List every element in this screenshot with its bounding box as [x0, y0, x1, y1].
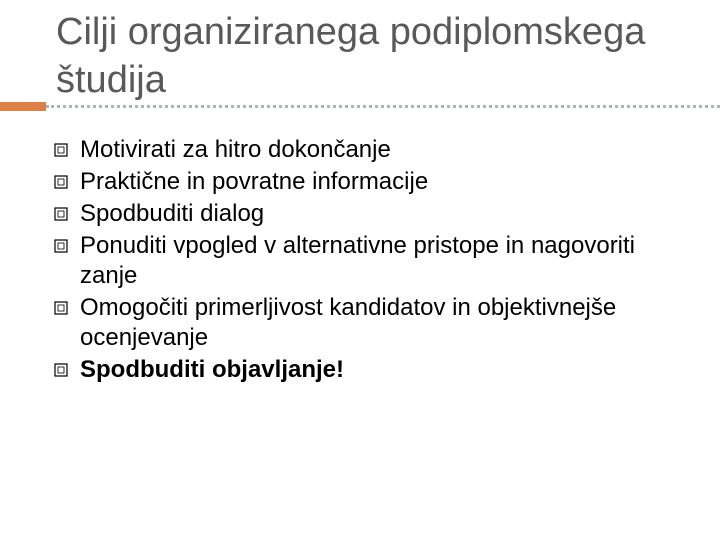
title-divider	[46, 105, 720, 108]
bullet-text: Spodbuditi objavljanje!	[80, 356, 344, 383]
bullet-list	[54, 135, 694, 395]
bullet-text: Omogočiti primerljivost kandidatov in objektivnejše ocenjevanje	[80, 294, 617, 351]
square-bullet-icon	[54, 293, 80, 323]
square-bullet-icon	[54, 355, 80, 385]
accent-bar	[0, 102, 46, 111]
bullet-text: Spodbuditi dialog	[80, 200, 265, 227]
list-item	[54, 293, 694, 353]
list-item	[54, 199, 694, 229]
bullet-text: Praktične in povratne informacije	[80, 168, 429, 195]
bullet-text: Motivirati za hitro dokončanje	[80, 136, 391, 163]
square-bullet-icon	[54, 135, 80, 165]
list-item	[54, 231, 694, 291]
list-item	[54, 167, 694, 197]
bullet-text: Ponuditi vpogled v alternativne pristope in nagovoriti zanje	[80, 232, 636, 289]
square-bullet-icon	[54, 199, 80, 229]
list-item	[54, 135, 694, 165]
list-item	[54, 355, 694, 385]
square-bullet-icon	[54, 231, 80, 261]
slide-title: Cilji organiziranega podiplomskega študija	[56, 11, 646, 101]
square-bullet-icon	[54, 167, 80, 197]
